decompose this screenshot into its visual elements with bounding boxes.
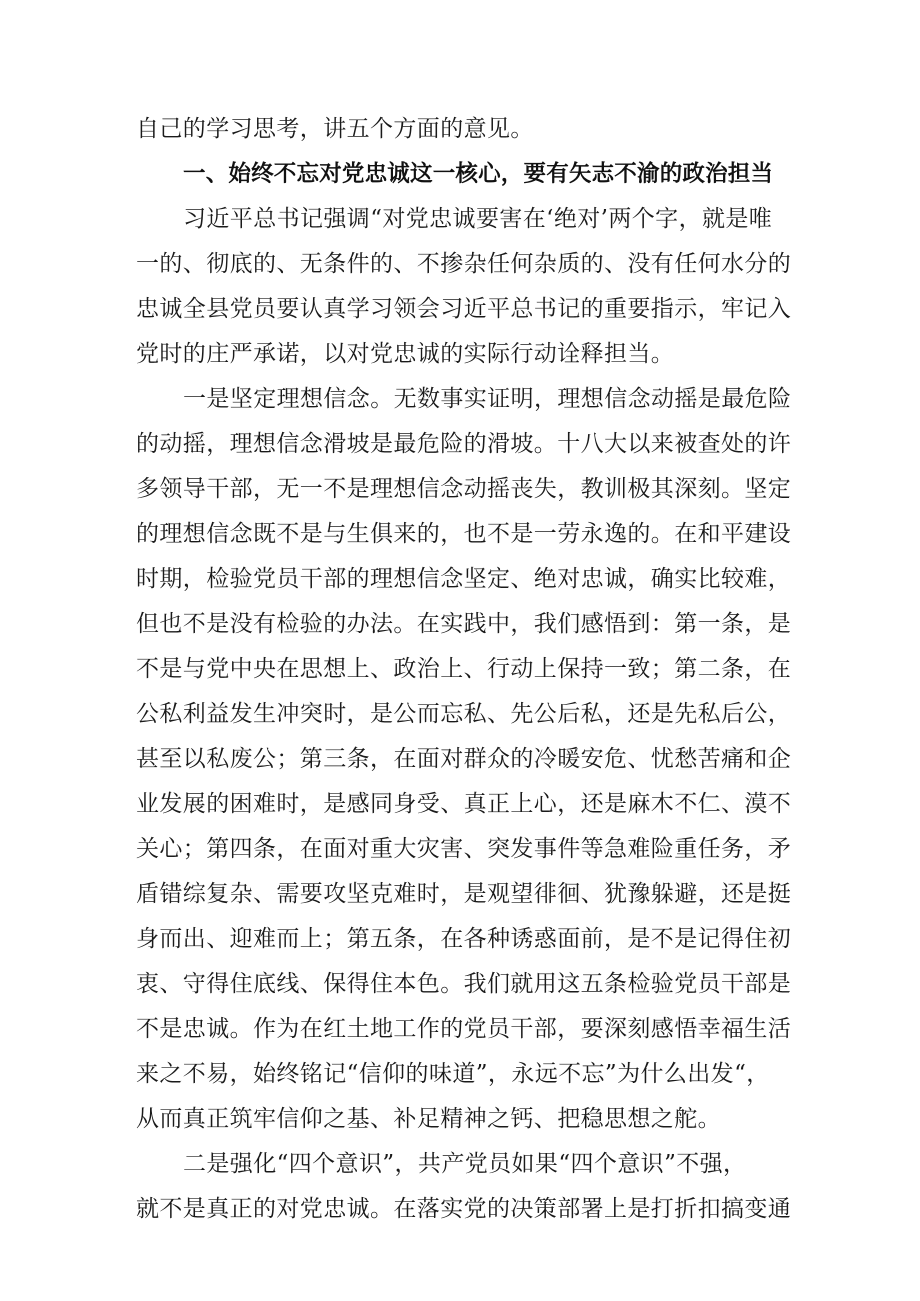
intro-line: 自己的学习思考，讲五个方面的意见。	[136, 116, 534, 142]
paragraph-line: 但也不是没有检验的办法。在实践中，我们感悟到：第一条，是	[136, 611, 792, 637]
paragraph-line: 业发展的困难时，是感同身受、真正上心，还是麻木不仁、漠不	[136, 791, 792, 817]
paragraph-line: 公私利益发生冲突时，是公而忘私、先公后私，还是先私后公，	[136, 701, 792, 727]
paragraph-line: 不是与党中央在思想上、政治上、行动上保持一致；第二条，在	[136, 656, 792, 682]
paragraph-line: 就不是真正的对党忠诚。在落实党的决策部署上是打折扣搞变通	[136, 1196, 792, 1222]
paragraph-line: 多领导干部，无一不是理想信念动摇丧失，教训极其深刻。坚定	[136, 476, 792, 502]
paragraph-line: 党时的庄严承诺，以对党忠诚的实际行动诠释担当。	[136, 341, 675, 367]
paragraph-line: 盾错综复杂、需要攻坚克难时，是观望徘徊、犹豫躲避，还是挺	[136, 881, 792, 907]
paragraph-line: 时期，检验党员干部的理想信念坚定、绝对忠诚，确实比较难，	[136, 566, 792, 592]
paragraph-line: 一的、彻底的、无条件的、不掺杂任何杂质的、没有任何水分的	[136, 251, 792, 277]
paragraph-line: 不是忠诚。作为在红土地工作的党员干部，要深刻感悟幸福生活	[136, 1016, 792, 1042]
paragraph-line: 的动摇，理想信念滑坡是最危险的滑坡。十八大以来被查处的许	[136, 431, 792, 457]
paragraph-line: 忠诚全县党员要认真学习领会习近平总书记的重要指示，牢记入	[136, 296, 792, 322]
paragraph-line: 从而真正筑牢信仰之基、补足精神之钙、把稳思想之舵。	[136, 1106, 721, 1132]
paragraph-line: 身而出、迎难而上；第五条，在各种诱惑面前，是不是记得住初	[136, 926, 792, 952]
paragraph-line: 甚至以私废公；第三条，在面对群众的冷暖安危、忧愁苦痛和企	[136, 746, 792, 772]
paragraph-line: 习近平总书记强调“对党忠诚要害在‘绝对’两个字，就是唯	[183, 206, 773, 232]
paragraph-line: 来之不易，始终铭记“信仰的味道”，永远不忘”为什么出发“，	[136, 1061, 770, 1087]
paragraph-line: 关心；第四条，在面对重大灾害、突发事件等急难险重任务，矛	[136, 836, 792, 862]
section-heading-1: 一、始终不忘对党忠诚这一核心，要有矢志不渝的政治担当	[183, 161, 774, 187]
paragraph-line: 衷、守得住底线、保得住本色。我们就用这五条检验党员干部是	[136, 971, 792, 997]
paragraph-line: 二是强化“四个意识”，共产党员如果“四个意识”不强，	[183, 1151, 747, 1177]
paragraph-line: 的理想信念既不是与生俱来的，也不是一劳永逸的。在和平建设	[136, 521, 792, 547]
paragraph-line: 一是坚定理想信念。无数事实证明，理想信念动摇是最危险	[183, 386, 792, 412]
